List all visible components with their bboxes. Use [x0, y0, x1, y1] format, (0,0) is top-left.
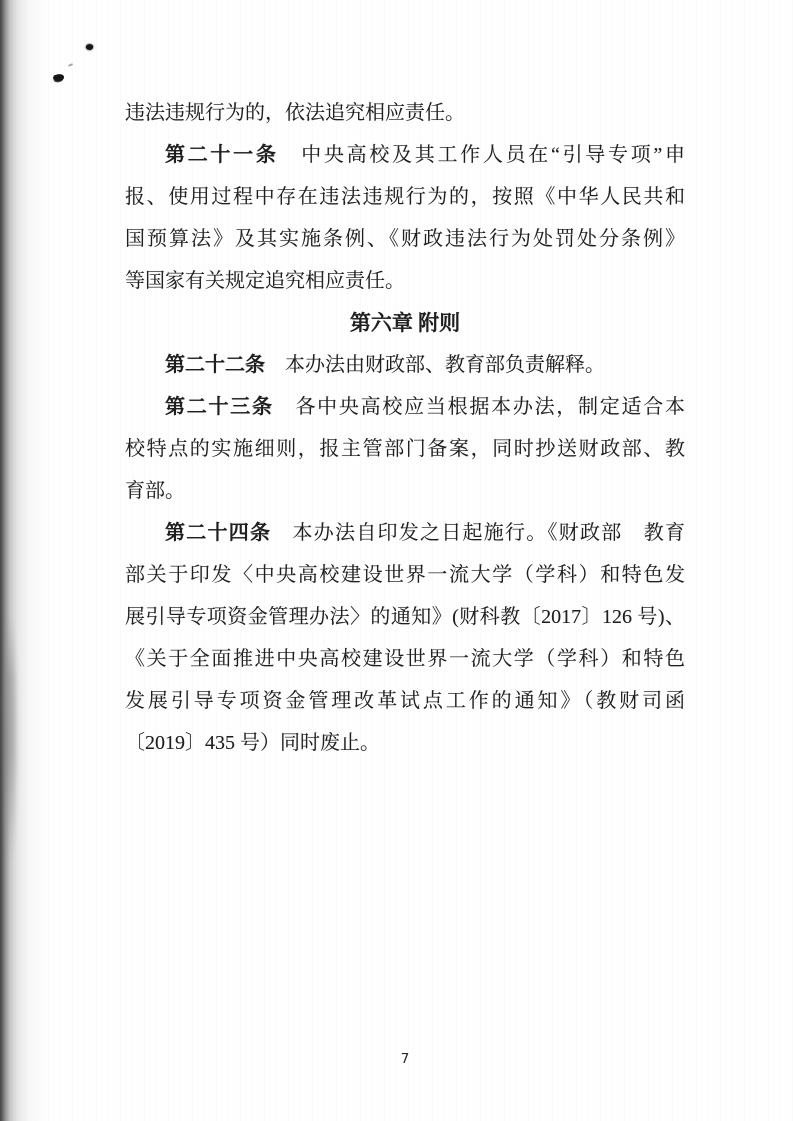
page-number: 7 [400, 1051, 410, 1067]
text-line: 发展引导专项资金管理改革试点工作的通知》（教财司函 [125, 690, 685, 712]
scan-smudge [4, 615, 16, 865]
ink-speck [85, 43, 94, 51]
article-text: 本办法由财政部、教育部负责解释。 [265, 354, 605, 376]
text-line: 违法违规行为的，依法追究相应责任。 [125, 102, 465, 124]
document-body [125, 92, 685, 764]
text-line: 育部。 [125, 480, 185, 502]
article-number: 第二十一条 [165, 144, 279, 166]
ink-speck [53, 73, 65, 83]
text-line [125, 512, 685, 554]
article-text: 各中央高校应当根据本办法，制定适合本 [273, 396, 686, 418]
text-line [125, 134, 685, 176]
article-number: 第二十四条 [165, 522, 272, 544]
text-line: 《关于全面推进中央高校建设世界一流大学（学科）和特色 [125, 648, 685, 670]
text-line: 等国家有关规定追究相应责任。 [125, 270, 405, 292]
article-number: 第二十二条 [165, 354, 265, 376]
ink-speck [68, 63, 73, 67]
text-line [125, 386, 685, 428]
text-line: 部关于印发〈中央高校建设世界一流大学（学科）和特色发 [125, 564, 685, 586]
text-line: 国预算法》及其实施条例、《财政违法行为处罚处分条例》 [125, 228, 685, 250]
text-line [125, 344, 685, 386]
text-line: 校特点的实施细则，报主管部门备案，同时抄送财政部、教 [125, 438, 685, 460]
article-text: 本办法自印发之日起施行。《财政部 教育 [271, 522, 685, 544]
text-line: 展引导专项资金管理办法〉的通知》(财科教〔2017〕126 号)、 [125, 606, 685, 628]
text-line: 报、使用过程中存在违法违规行为的，按照《中华人民共和 [125, 186, 685, 208]
scan-edge-shadow [0, 0, 48, 1121]
article-text: 中央高校及其工作人员在“引导专项”申 [278, 144, 685, 166]
article-number: 第二十三条 [165, 396, 274, 418]
text-line: 〔2019〕435 号）同时废止。 [125, 732, 380, 754]
chapter-heading: 第六章 附则 [349, 311, 461, 335]
